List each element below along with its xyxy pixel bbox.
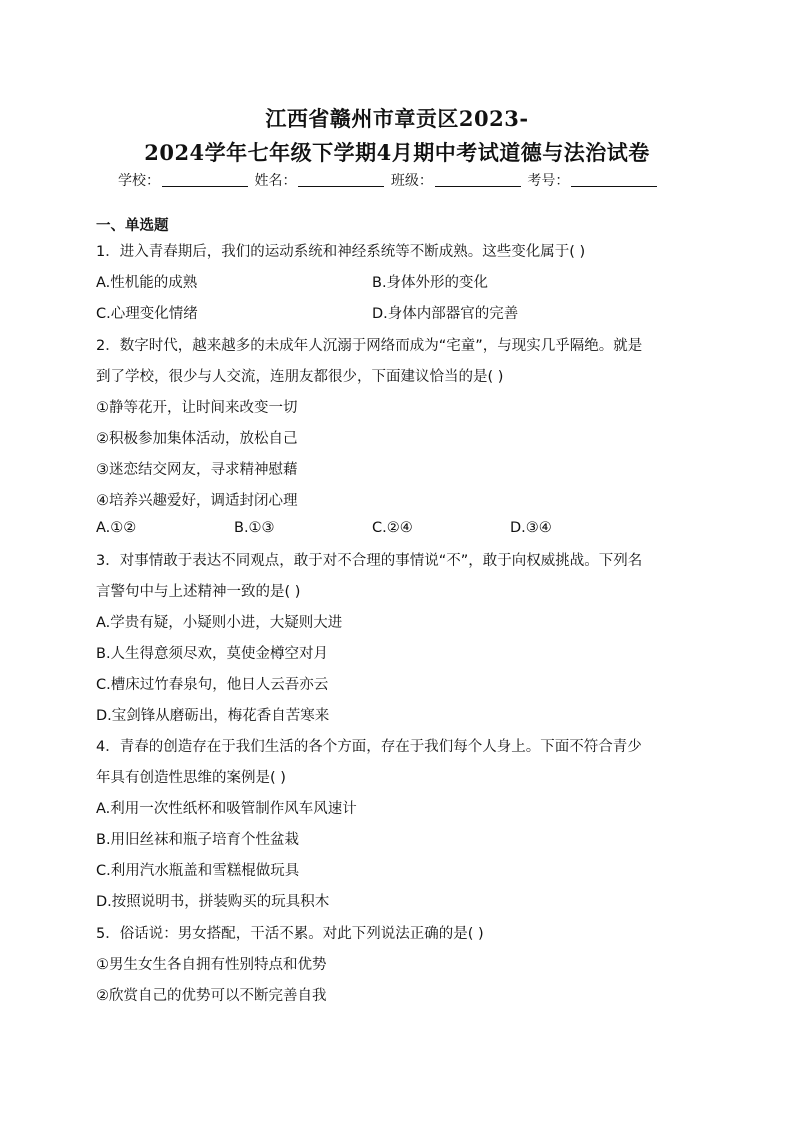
question-3-option-c: C.槽床过竹春泉句，他日人云吾亦云: [96, 677, 329, 693]
question-2-option-a: A.①②: [96, 520, 137, 536]
question-4-option-a: A.利用一次性纸杯和吸管制作风车风速计: [96, 801, 357, 817]
question-5-item-1: ①男生女生各自拥有性别特点和优势: [96, 957, 327, 973]
question-1-option-b: B.身体外形的变化: [372, 275, 489, 291]
question-1-option-d: D.身体内部器官的完善: [372, 306, 519, 322]
question-3-option-b: B.人生得意须尽欢，莫使金樽空对月: [96, 646, 329, 662]
question-4-option-d: D.按照说明书，拼装购买的玩具积木: [96, 894, 330, 910]
question-4-option-c: C.利用汽水瓶盖和雪糕棍做玩具: [96, 863, 300, 879]
exam-no-blank: [571, 173, 657, 187]
class-blank: [435, 173, 521, 187]
exam-title-line1: 江西省赣州市章贡区2023-: [265, 106, 529, 131]
question-2-option-c: C.②④: [372, 520, 413, 536]
question-2-item-2: ②积极参加集体活动，放松自己: [96, 431, 298, 447]
question-2-item-1: ①静等花开，让时间来改变一切: [96, 400, 298, 416]
question-5-stem: 5．俗话说：男女搭配，干活不累。对此下列说法正确的是( ): [96, 926, 484, 942]
question-2-item-3: ③迷恋结交网友，寻求精神慰藉: [96, 462, 298, 478]
section-heading: 一、单选题: [96, 218, 169, 234]
question-5-item-2: ②欣赏自己的优势可以不断完善自我: [96, 988, 327, 1004]
class-label: 班级：: [390, 173, 433, 189]
question-1-option-c: C.心理变化情绪: [96, 306, 198, 322]
exam-no-label: 考号：: [527, 173, 570, 189]
question-3-stem-line1: 3．对事情敢于表达不同观点，敢于对不合理的事情说“不”，敢于向权威挑战。下列名: [96, 553, 643, 569]
question-2-option-b: B.①③: [234, 520, 275, 536]
question-3-option-d: D.宝剑锋从磨砺出，梅花香自苦寒来: [96, 708, 330, 724]
question-4-stem-line2: 年具有创造性思维的案例是( ): [96, 770, 286, 786]
question-2-option-d: D.③④: [510, 520, 552, 536]
name-blank: [298, 173, 384, 187]
question-2-stem-line1: 2．数字时代，越来越多的未成年人沉溺于网络而成为“宅童”，与现实几乎隔绝。就是: [96, 338, 643, 354]
name-label: 姓名：: [254, 173, 297, 189]
question-4-stem-line1: 4．青春的创造存在于我们生活的各个方面，存在于我们每个人身上。下面不符合青少: [96, 739, 642, 755]
question-2-item-4: ④培养兴趣爱好，调适封闭心理: [96, 493, 298, 509]
exam-title-line2: 2024学年七年级下学期4月期中考试道德与法治试卷: [144, 140, 650, 165]
question-3-stem-line2: 言警句中与上述精神一致的是( ): [96, 584, 301, 600]
student-info-row: [118, 170, 659, 190]
question-3-option-a: A.学贵有疑，小疑则小进，大疑则大进: [96, 615, 343, 631]
question-1-stem: 1．进入青春期后，我们的运动系统和神经系统等不断成熟。这些变化属于( ): [96, 244, 586, 260]
question-1-option-a: A.性机能的成熟: [96, 275, 198, 291]
school-blank: [162, 173, 248, 187]
school-label: 学校：: [118, 173, 160, 189]
question-4-option-b: B.用旧丝袜和瓶子培育个性盆栽: [96, 832, 300, 848]
question-2-stem-line2: 到了学校，很少与人交流，连朋友都很少，下面建议恰当的是( ): [96, 369, 504, 385]
